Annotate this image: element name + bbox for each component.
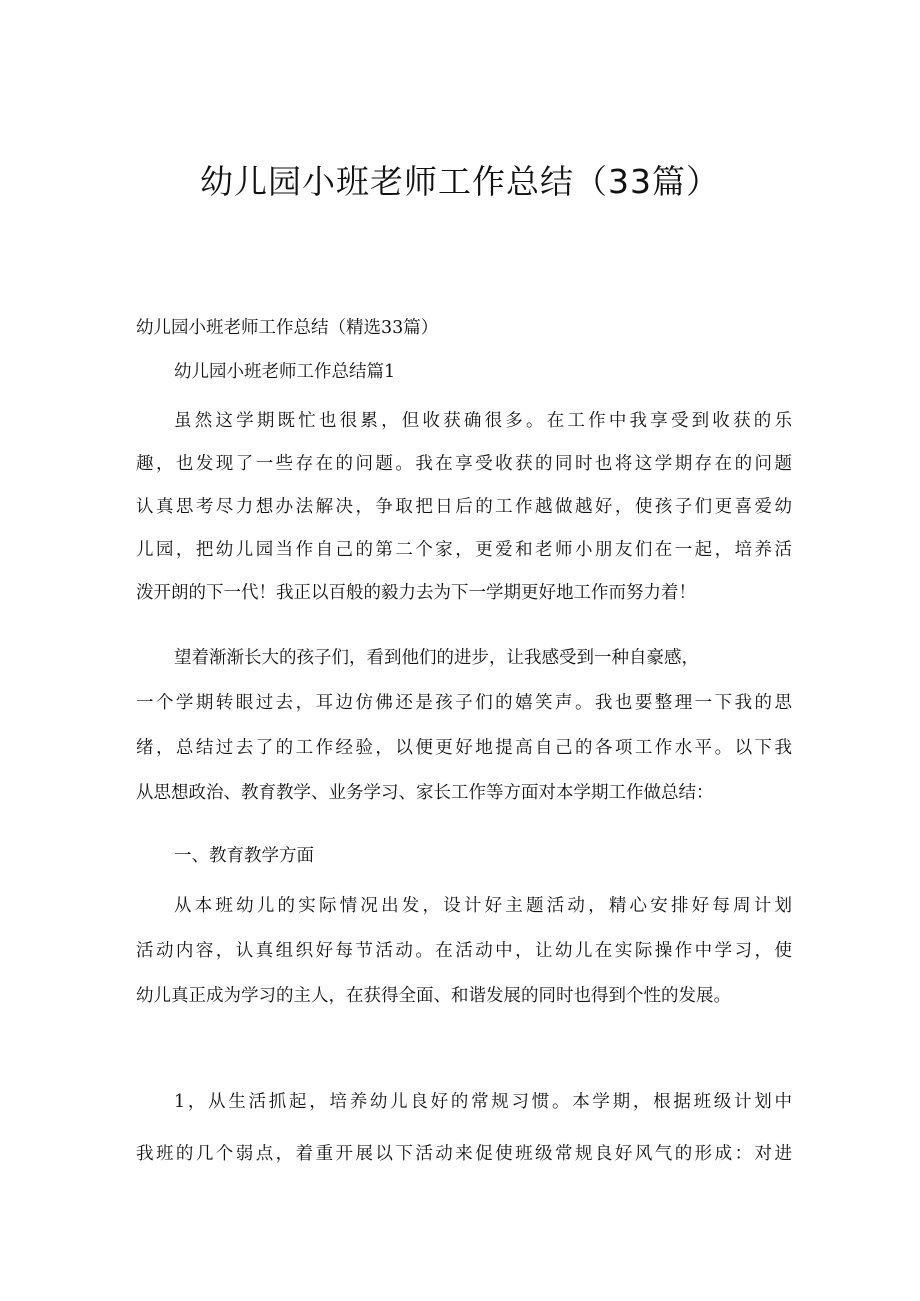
section-heading-block [136, 352, 792, 392]
paragraph-line: 从本班幼儿的实际情况出发，设计好主题活动，精心安排好每周计划 [174, 896, 792, 916]
paragraph-line: 幼儿真正成为学习的主人，在获得全面、和谐发展的同时也得到个性的发展。 [136, 986, 731, 1006]
heading-block [136, 836, 792, 876]
subsection-heading: 一、教育教学方面 [174, 846, 314, 866]
paragraph-2 [136, 636, 792, 816]
paragraph-line: 活动内容，认真组织好每节活动。在活动中，让幼儿在实际操作中学习，使 [136, 941, 792, 961]
paragraph-1 [136, 400, 792, 615]
paragraph-line: 一个学期转眼过去，耳边仿佛还是孩子们的嬉笑声。我也要整理一下我的思 [136, 693, 792, 713]
paragraph-line: 儿园，把幼儿园当作自己的第二个家，更爱和老师小朋友们在一起，培养活 [136, 540, 792, 560]
paragraph-line: 认真思考尽力想办法解决，争取把日后的工作越做越好，使孩子们更喜爱幼 [136, 497, 792, 517]
paragraph-line: 1，从生活抓起，培养幼儿良好的常规习惯。本学期，根据班级计划中 [174, 1092, 792, 1112]
paragraph-line: 泼开朗的下一代！我正以百般的毅力去为下一学期更好地工作而努力着！ [136, 583, 696, 603]
paragraph-3 [136, 884, 792, 1019]
document-subtitle: 幼儿园小班老师工作总结（精选33篇） [136, 318, 439, 338]
paragraph-line: 趣，也发现了一些存在的问题。我在享受收获的同时也将这学期存在的问题 [136, 454, 792, 474]
paragraph-line: 我班的几个弱点，着重开展以下活动来促使班级常规良好风气的形成：对进 [136, 1144, 792, 1164]
subtitle-block [136, 308, 792, 348]
document-title: 幼儿园小班老师工作总结（33篇） [200, 162, 720, 201]
paragraph-line: 虽然这学期既忙也很累，但收获确很多。在工作中我享受到收获的乐 [174, 411, 792, 431]
paragraph-line: 望着渐渐长大的孩子们，看到他们的进步，让我感受到一种自豪感， [174, 648, 699, 668]
paragraph-line: 绪，总结过去了的工作经验，以便更好地提高自己的各项工作水平。以下我 [136, 738, 792, 758]
section-heading: 幼儿园小班老师工作总结篇1 [174, 362, 396, 382]
paragraph-4 [136, 1076, 792, 1180]
paragraph-line: 从思想政治、教育教学、业务学习、家长工作等方面对本学期工作做总结： [136, 783, 714, 803]
